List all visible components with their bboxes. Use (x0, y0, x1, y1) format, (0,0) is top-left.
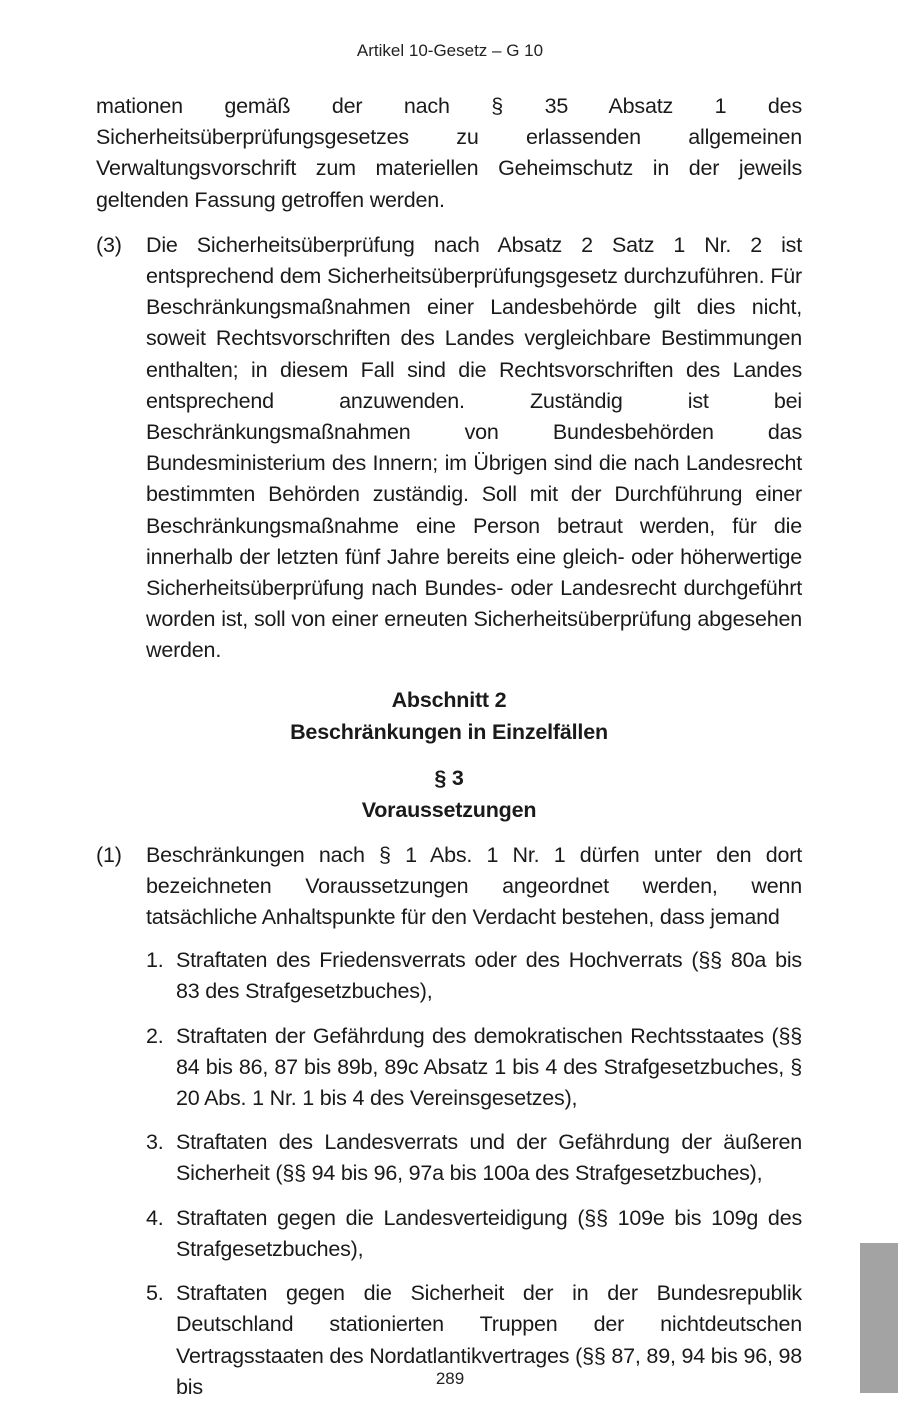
continuation-paragraph: mationen gemäß der nach § 35 Absatz 1 des Sicherheitsüberprüfungsgesetzes zu erlassenden allgemeinen Verwaltungsvorschrift zum materiellen Geheimschutz in der jeweils geltenden Fassung getroffen werden. (96, 94, 802, 212)
paragraph-1 (96, 840, 802, 934)
page-body (96, 91, 802, 1416)
list-item-marker: 5. (146, 1281, 164, 1306)
running-head: Artikel 10-Gesetz – G 10 (356, 41, 544, 60)
list-item (146, 1021, 802, 1115)
paragraph-1-number: (1) (96, 842, 122, 867)
section-title: Beschränkungen in Einzelfällen (290, 719, 608, 744)
list-item-marker: 3. (146, 1130, 164, 1155)
paragraph-3-number: (3) (96, 232, 122, 257)
page-number: 289 (435, 1369, 465, 1388)
list-item-text: Straftaten des Friedensverrats oder des Hochverrats (§§ 80a bis 83 des Strafgesetzbuches), (176, 948, 802, 1004)
section-label: Abschnitt 2 (391, 687, 507, 712)
list-item-text: Straftaten der Gefährdung des demokratischen Rechtsstaates (§§ 84 bis 86, 87 bis 89b, 89c Absatz 1 bis 4 des Strafgesetzbuches, § 20 Abs. 1 Nr. 1 bis 4 des Vereinsgesetzes), (176, 1023, 802, 1111)
paragraph-3-text: Die Sicherheitsüberprüfung nach Absatz 2 Satz 1 Nr. 2 ist entsprechend dem Sicherheitsüberprüfungsgesetz durchzuführen. Für Beschränkungsmaßnahmen einer Landesbehörde gilt dies nicht, soweit Rechtsvorschriften des Landes vergleichbare Bestimmungen enthalten; in diesem Fall sind die Rechtsvorschriften des Landes entsprechend anzuwenden. Zuständig ist bei Beschränkungsmaßnahmen von Bundesbehörden das Bundesministerium des Innern; im Übrigen sind die nach Landesrecht bestimmten Behörden zuständig. Soll mit der Durchführung einer Beschränkungsmaßnahme eine Person betraut werden, für die innerhalb der letzten fünf Jahre bereits eine gleich- oder höherwertige Sicherheitsüberprüfung nach Bundes- oder Landesrecht durchgeführt worden ist, soll von einer erneuten Sicherheitsüberprüfung abgesehen werden. (146, 232, 802, 663)
paragraph-1-text: Beschränkungen nach § 1 Abs. 1 Nr. 1 dürfen unter den dort bezeichneten Voraussetzungen angeordnet werden, wenn tatsächliche Anhaltspunkte für den Verdacht bestehen, dass jemand (146, 842, 802, 930)
thumb-index-tab (860, 1243, 898, 1393)
article-title: Voraussetzungen (361, 797, 537, 822)
list-item (146, 1203, 802, 1265)
offense-list (146, 945, 802, 1403)
list-item (146, 945, 802, 1007)
list-item (146, 1127, 802, 1189)
list-item-marker: 2. (146, 1023, 164, 1048)
list-item-text: Straftaten gegen die Sicherheit der in der Bundesrepublik Deutschland stationierten Truppen der nichtdeutschen Vertragsstaaten des Nordatlantikvertrages (§§ 87, 89, 94 bis 96, 98 bis (176, 1281, 803, 1399)
list-item-text: Straftaten gegen die Landesverteidigung (§§ 109e bis 109g des Strafgesetzbuches), (176, 1205, 802, 1261)
article-label: § 3 (434, 765, 464, 790)
list-item-marker: 1. (146, 948, 164, 973)
section-heading (96, 684, 802, 748)
paragraph-3 (96, 230, 802, 667)
article-heading (96, 762, 802, 826)
list-item-marker: 4. (146, 1205, 164, 1230)
list-item-text: Straftaten des Landesverrats und der Gefährdung der äußeren Sicherheit (§§ 94 bis 96, 97a bis 100a des Strafgesetzbuches), (176, 1130, 802, 1186)
